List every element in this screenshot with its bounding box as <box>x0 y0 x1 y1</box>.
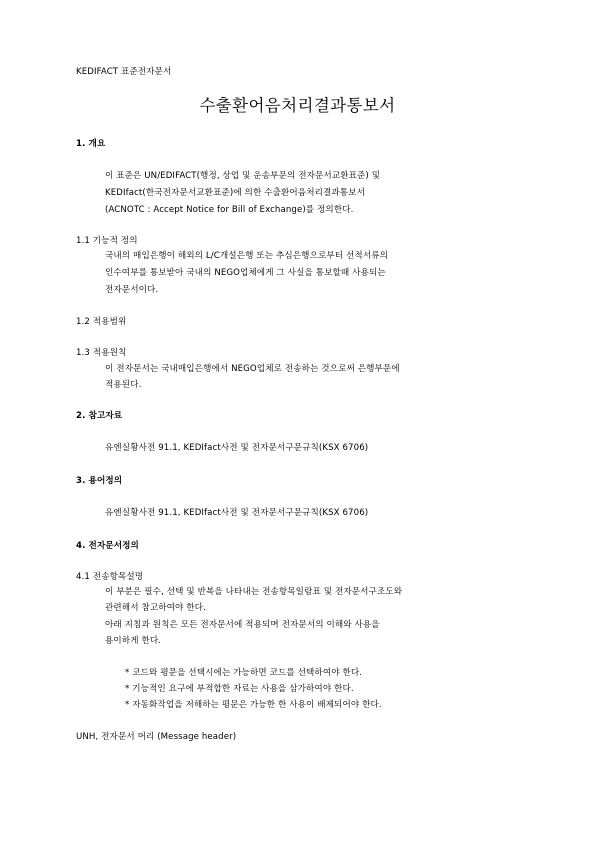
section-1-3-line: 이 전자문서는 국내매입은행에서 NEGO업체로 전송하는 것으로써 은행부문에 <box>105 364 400 374</box>
section-1-line: (ACNOTC : Accept Notice for Bill of Exchange)를 정의한다. <box>105 205 354 215</box>
guideline-bullet: * 기능적인 요구에 부적합한 자료는 사용을 삼가하여야 한다. <box>125 684 354 694</box>
section-1-1-heading: 1.1 기능적 정의 <box>76 236 138 246</box>
section-1-1-line: 전자문서이다. <box>105 285 159 295</box>
segment-heading: UNH, 전자문서 머리 (Message header) <box>76 732 237 742</box>
section-3-line: 유엔실황사전 91.1, KEDIfact사전 및 전자문서구문규칙(KSX 6706) <box>105 508 369 518</box>
section-2-heading: 2. 참고자료 <box>76 411 123 421</box>
document-header: KEDIFACT 표준전자문서 <box>76 67 172 77</box>
section-1-1-line: 국내의 매입은행이 해외의 L/C개설은행 또는 추심은행으로부터 선적서류의 <box>105 251 389 261</box>
section-1-3-line: 적용된다. <box>105 380 142 390</box>
section-2-line: 유엔실황사전 91.1, KEDIfact사전 및 전자문서구문규칙(KSX 6706) <box>105 443 369 453</box>
section-1-line: 이 표준은 UN/EDIFACT(행정, 상업 및 운송부문의 전자문서교환표준) 및 <box>105 171 381 181</box>
section-4-heading: 4. 전자문서정의 <box>76 541 139 551</box>
section-1-1-line: 인수여부를 통보받아 국내의 NEGO업체에게 그 사실을 통보할때 사용되는 <box>105 268 386 278</box>
section-1-2-heading: 1.2 적용범위 <box>76 317 127 327</box>
section-1-3-heading: 1.3 적용원칙 <box>76 348 127 358</box>
document-title: 수출환어음처리결과통보서 <box>199 96 396 115</box>
section-4-1-heading: 4.1 전송항목설명 <box>76 572 144 582</box>
section-4-1-line: 이 부분은 필수, 선택 및 반복을 나타내는 전송항목일람표 및 전자문서구조도와 <box>105 587 403 597</box>
section-4-1-line: 관련해서 참고하여야 한다. <box>105 603 206 613</box>
section-1-line: KEDIfact(한국전자문서교환표준)에 의한 수출환어음처리결과통보서 <box>105 188 366 198</box>
section-4-1-line: 용이하게 한다. <box>105 636 162 646</box>
section-4-1-line: 아래 지침과 원칙은 모든 전자문서에 적용되며 전자문서의 이해와 사용을 <box>105 620 380 630</box>
section-3-heading: 3. 용어정의 <box>76 476 123 486</box>
guideline-bullet: * 자동화작업을 저해하는 평문은 가능한 한 사용이 배제되어야 한다. <box>125 700 382 710</box>
section-1-heading: 1. 개요 <box>76 139 106 149</box>
guideline-bullet: * 코드와 평문을 선택시에는 가능하면 코드를 선택하여야 한다. <box>125 668 363 678</box>
